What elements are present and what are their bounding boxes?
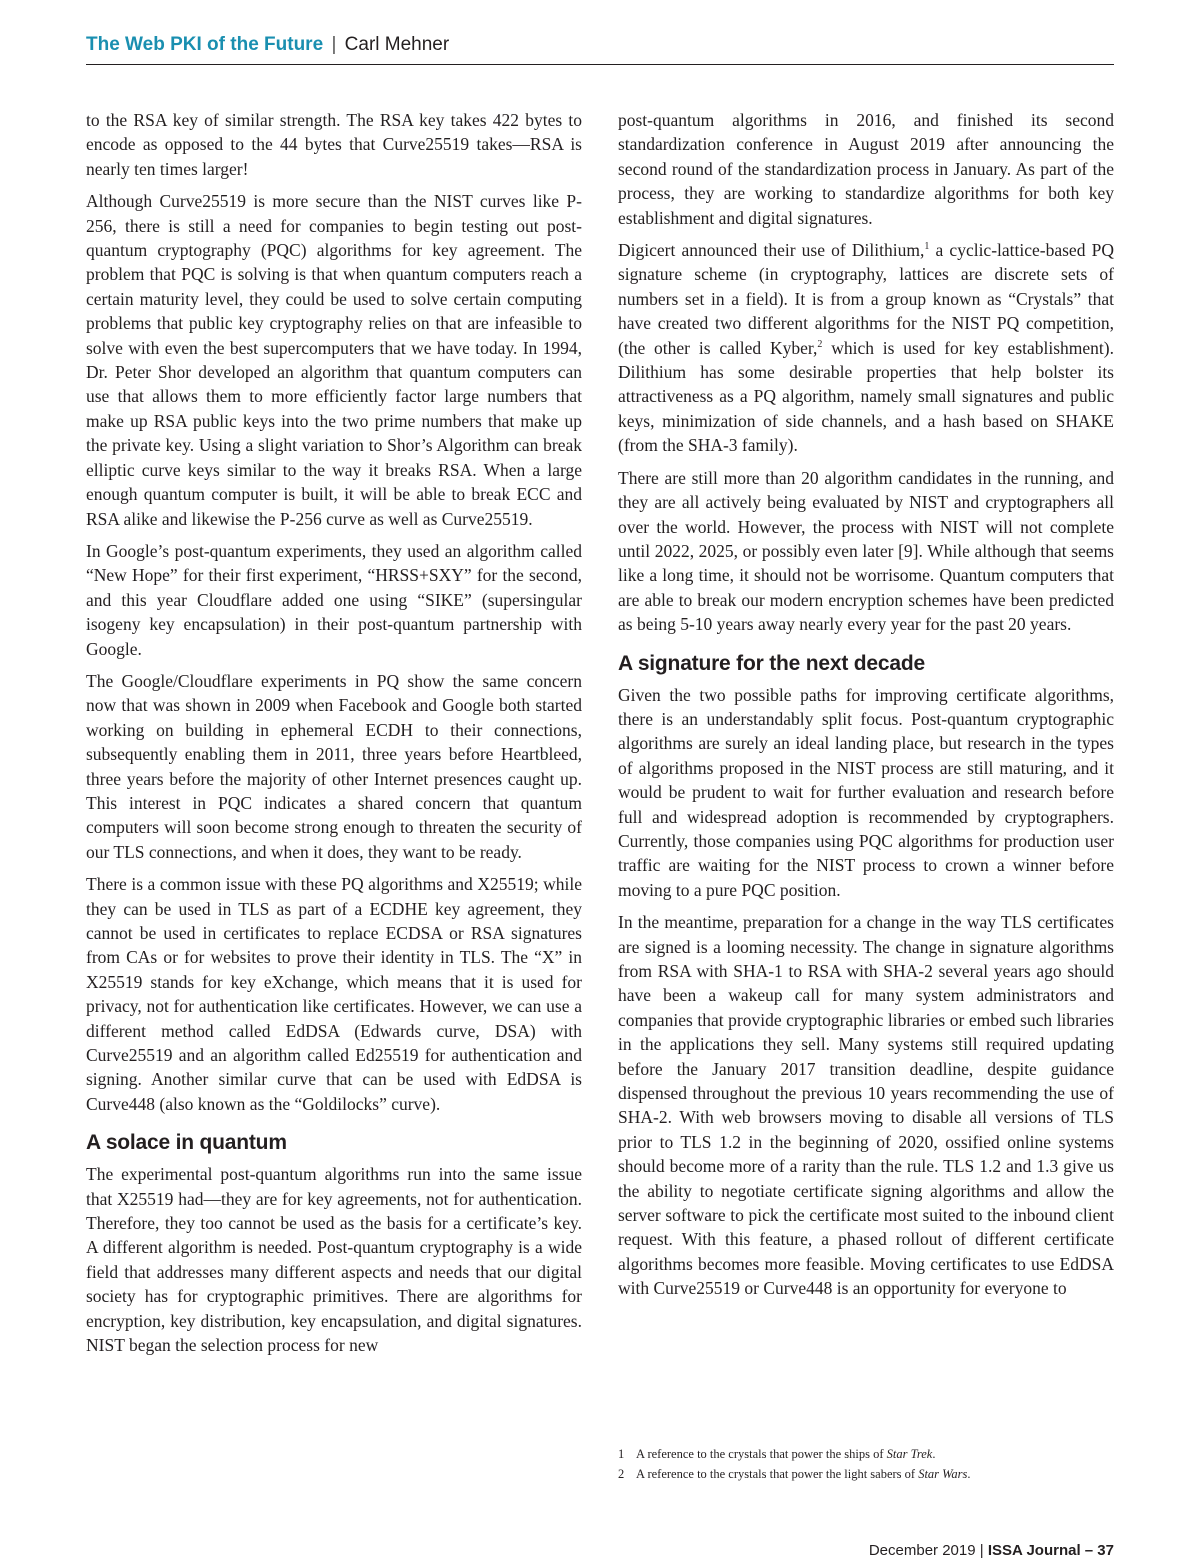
issue-date: December 2019 [868, 1542, 976, 1559]
paragraph: post-quantum algorithms in 2016, and finished its second standardization conference in August 2019 after announcing the second round of the standardization process in January. As part of the process, they are working to standardize algorithms for both key establishment and digital signatures. [618, 110, 1114, 228]
section-heading-signature: A signature for the next decade [618, 651, 925, 675]
author-name: Carl Mehner [344, 34, 450, 55]
paragraph: In the meantime, preparation for a change in the way TLS certificates are signed is a looming necessity. The change in signature algorithms from RSA with SHA-1 to RSA with SHA-2 several years ago should have been a wakeup call for many system administrators and companies that provide cryptographic libraries or embed such libraries in the applications they sell. Many systems still required updating before the January 2017 transition deadline, despite guidance dispensed throughout the previous 10 years recommending the use of SHA-2. With web browsers moving to disable all versions of TLS prior to TLS 1.2 in the beginning of 2020, ossified online systems should become more of a rarity than the rule. TLS 1.2 and 1.3 give us the ability to negotiate certificate signing algorithms and allow the server software to pick the certificate most suited to the inbound client request. With this feature, a phased rollout of different certificate algorithms becomes more feasible. Moving certificates to use EdDSA with Curve25519 or Curve448 is an opportunity for everyone to [618, 912, 1114, 1299]
page-footer [869, 1542, 1114, 1559]
section-heading-solace: A solace in quantum [86, 1131, 287, 1155]
paragraph: Given the two possible paths for improving certificate algorithms, there is an understandably split focus. Post-quantum cryptographic algorithms are surely an ideal landing place, but research in the types of algorithms proposed in the NIST process are still maturing, and it would be prudent to wait for further evaluation and research before full and widespread adoption is recommended by cryptographers. Currently, those companies using PQC algorithms for production user traffic are waiting for the NIST process to crown a winner before moving to a pure PQC position. [618, 684, 1114, 900]
footnote-body: A reference to the crystals that power the ships of [636, 1447, 887, 1461]
text-span: a cyclic-lattice-based PQ signature scheme (in cryptography, lattices are discrete sets of numbers set in a field). It is from a group known as “Crystals” that have created two different algorithms for the NIST PQ competition, (the other is called Kyber, [618, 240, 1114, 358]
footnote-ref-2: 2 [817, 338, 823, 350]
paragraph: to the RSA key of similar strength. The RSA key takes 422 bytes to encode as opposed to the 44 bytes that Curve25519 takes—RSA is nearly ten times larger! [86, 110, 582, 179]
right-column [618, 108, 1114, 1309]
footnote-number: 2 [618, 1467, 625, 1481]
journal-page: ISSA Journal – 37 [987, 1542, 1114, 1559]
footnote-end: . [932, 1447, 936, 1461]
paragraph [618, 238, 1114, 458]
footnote-ref-1: 1 [924, 241, 930, 253]
footnote-text [636, 1444, 935, 1464]
left-column [86, 108, 582, 1366]
footnote-number: 1 [618, 1447, 625, 1461]
header-separator: | [331, 34, 337, 55]
paragraph: Although Curve25519 is more secure than the NIST curves like P-256, there is still a need for companies to begin testing out post-quantum cryptography (PQC) algorithms for key agreement. The problem that PQC is solving is that when quantum computers reach a certain maturity level, they could be used to solve certain computing problems that public key cryptography relies on that are infeasible to solve with even the best supercomputers that we have today. In 1994, Dr. Peter Shor developed an algorithm that quantum computers can use that allows them to more efficiently factor large numbers that make up RSA public keys into the two prime numbers that make up the private key. Using a slight variation to Shor’s Algorithm can break elliptic curve keys similar to the way it breaks RSA. When a large enough quantum computer is built, it will be able to break ECC and RSA alike and likewise the P-256 curve as well as Curve25519. [86, 191, 582, 529]
footer-separator: | [979, 1542, 984, 1559]
text-span: which is used for key establishment). Dilithium has some desirable properties that help bolster its attractiveness as a PQ algorithm, namely small signatures and public keys, minimization of side channels, and a hash based on SHAKE (from the SHA-3 family). [618, 337, 1114, 456]
paragraph: The Google/Cloudflare experiments in PQ show the same concern now that was shown in 2009 when Facebook and Google both started working on building in ephemeral ECDH to their connections, subsequently enabling them in 2011, three years before Heartbleed, three years before the majority of other Internet presences caught up. This interest in PQC indicates a shared concern that quantum computers will soon become strong enough to threaten the security of our TLS connections, and when it does, they want to be ready. [86, 670, 582, 862]
paragraph: In Google’s post-quantum experiments, they used an algorithm called “New Hope” for their first experiment, “HRSS+SXY” for the second, and this year Cloudflare added one using “SIKE” (supersingular isogeny key encapsulation) in their post-quantum partnership with Google. [86, 540, 582, 659]
footnote-body: A reference to the crystals that power the light sabers of [636, 1467, 919, 1481]
text-span: Digicert announced their use of Dilithium, [618, 240, 925, 261]
paragraph: There are still more than 20 algorithm candidates in the running, and they are all actively being evaluated by NIST and cryptographers all over the world. However, the process with NIST will not complete until 2022, 2025, or possibly even later [9]. While although that seems like a long time, it should not be worrisome. Quantum computers that are able to break our modern encryption schemes have been predicted as being 5-10 years away nearly every year for the past 20 years. [618, 467, 1114, 635]
running-header [86, 34, 1114, 65]
footnote-text [636, 1464, 971, 1484]
paragraph: The experimental post-quantum algorithms run into the same issue that X25519 had—they are for key agreements, not for authentication. Therefore, they too cannot be used as the basis for a certificate’s key. A different algorithm is needed. Post-quantum cryptography is a wide field that addresses many different aspects and needs that our digital society has for cryptographic primitives. There are algorithms for encryption, key distribution, key encapsulation, and digital signatures. NIST began the selection process for new [86, 1164, 582, 1356]
footnotes [618, 1444, 1114, 1484]
series-title: The Web PKI of the Future [86, 34, 324, 55]
footnote-title: Star Wars [918, 1467, 968, 1481]
footnote-2 [618, 1464, 1114, 1484]
footnote-title: Star Trek [886, 1447, 933, 1461]
footnote-1 [618, 1444, 1114, 1464]
paragraph: There is a common issue with these PQ algorithms and X25519; while they can be used in TLS as part of a ECDHE key agreement, they cannot be used in certificates to replace ECDSA or RSA signatures from CAs or for websites to prove their identity in TLS. The “X” in X25519 stands for key eXchange, which means that it is used for privacy, not for authentication like certificates. However, we can use a different method called EdDSA (Edwards curve, DSA) with Curve25519 and an algorithm called Ed25519 for authentication and signing. Another similar curve that can be used with EdDSA is Curve448 (also known as the “Goldilocks” curve). [86, 874, 582, 1114]
footnote-end: . [967, 1467, 971, 1481]
